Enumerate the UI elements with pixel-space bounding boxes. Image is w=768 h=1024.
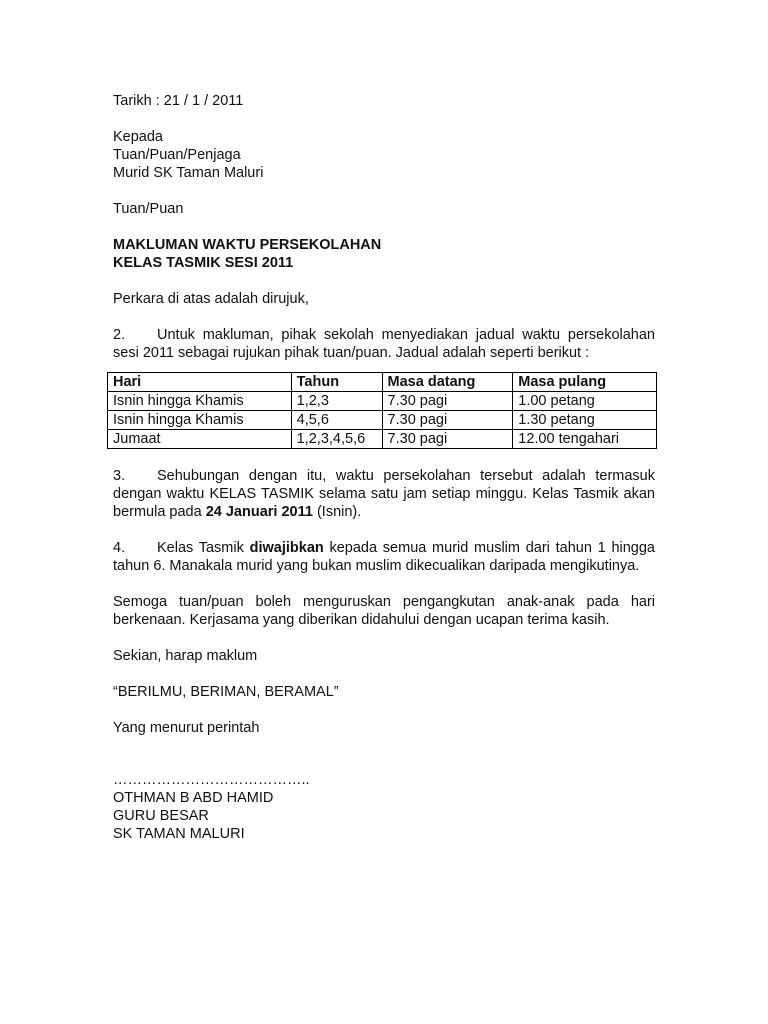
paragraph-3-text-b: (Isnin). — [312, 504, 362, 520]
date-line — [113, 92, 655, 110]
paragraph-3-text-a: Sehubungan dengan itu, waktu persekolahan tersebut adalah termasuk dengan waktu KELAS TASMIK selama satu jam setiap minggu. Kelas Tasmik akan bermula pada — [113, 468, 655, 520]
table-cell: 1,2,3,4,5,6 — [291, 430, 382, 449]
yang-menurut-block — [113, 719, 655, 737]
recipient-block — [113, 128, 655, 182]
paragraph-3 — [113, 467, 655, 521]
table-row — [108, 430, 657, 449]
motto-block — [113, 683, 655, 701]
paragraph-2 — [113, 326, 655, 362]
paragraph-4-emphasis: diwajibkan — [249, 540, 324, 556]
table-cell: 4,5,6 — [291, 411, 382, 430]
reference-line: Perkara di atas adalah dirujuk, — [113, 291, 309, 307]
table-cell: Isnin hingga Khamis — [108, 392, 292, 411]
table-cell: 1,2,3 — [291, 392, 382, 411]
closing-line: Sekian, harap maklum — [113, 648, 258, 664]
header-masa-pulang: Masa pulang — [513, 373, 657, 392]
paragraph-3-date: 24 Januari 2011 — [205, 504, 313, 520]
subject-line-2: KELAS TASMIK SESI 2011 — [113, 255, 294, 271]
table-cell: 1.00 petang — [513, 392, 657, 411]
table-cell: 7.30 pagi — [382, 392, 513, 411]
recipient-line-1: Kepada — [113, 129, 163, 145]
closing-block — [113, 647, 655, 665]
paragraph-5-text: Semoga tuan/puan boleh menguruskan pengangkutan anak-anak pada hari berkenaan. Kerjasama yang diberikan didahului dengan ucapan terima kasih. — [113, 594, 655, 628]
table-row — [108, 392, 657, 411]
header-tahun: Tahun — [291, 373, 382, 392]
subject-block — [113, 236, 655, 272]
letter-date: Tarikh : 21 / 1 / 2011 — [113, 93, 244, 109]
paragraph-2-text: Untuk makluman, pihak sekolah menyediakan jadual waktu persekolahan sesi 2011 sebagai rujukan pihak tuan/puan. Jadual adalah seperti berikut : — [113, 327, 655, 361]
table-cell: 1.30 petang — [513, 411, 657, 430]
table-cell: 12.00 tengahari — [513, 430, 657, 449]
signatory-name: OTHMAN B ABD HAMID — [113, 790, 274, 806]
school-motto: “BERILMU, BERIMAN, BERAMAL” — [113, 684, 339, 700]
paragraph-4-text-b: kepada semua murid muslim dari tahun 1 hingga tahun 6. Manakala murid yang bukan muslim dikecualikan daripada mengikutinya. — [113, 540, 655, 574]
recipient-line-2: Tuan/Puan/Penjaga — [113, 147, 241, 163]
paragraph-4-number: 4. — [113, 540, 126, 556]
signatory-school: SK TAMAN MALURI — [113, 826, 245, 842]
paragraph-4-text-a: Kelas Tasmik — [157, 540, 250, 556]
table-row — [108, 411, 657, 430]
recipient-line-3: Murid SK Taman Maluri — [113, 165, 264, 181]
signature-dots: ………………………………….. — [113, 772, 310, 788]
paragraph-5 — [113, 593, 655, 629]
salutation-block — [113, 200, 655, 218]
signatory-title: GURU BESAR — [113, 808, 209, 824]
yang-menurut-line: Yang menurut perintah — [113, 720, 260, 736]
paragraph-4 — [113, 539, 655, 575]
header-masa-datang: Masa datang — [382, 373, 513, 392]
salutation: Tuan/Puan — [113, 201, 184, 217]
header-hari: Hari — [108, 373, 292, 392]
reference-block — [113, 290, 655, 308]
table-cell: 7.30 pagi — [382, 411, 513, 430]
table-cell: Jumaat — [108, 430, 292, 449]
schedule-table — [107, 372, 657, 449]
subject-line-1: MAKLUMAN WAKTU PERSEKOLAHAN — [113, 237, 382, 253]
table-header-row — [108, 373, 657, 392]
paragraph-3-number: 3. — [113, 468, 126, 484]
paragraph-2-number: 2. — [113, 327, 126, 343]
table-cell: 7.30 pagi — [382, 430, 513, 449]
signature-block — [113, 771, 655, 843]
table-cell: Isnin hingga Khamis — [108, 411, 292, 430]
